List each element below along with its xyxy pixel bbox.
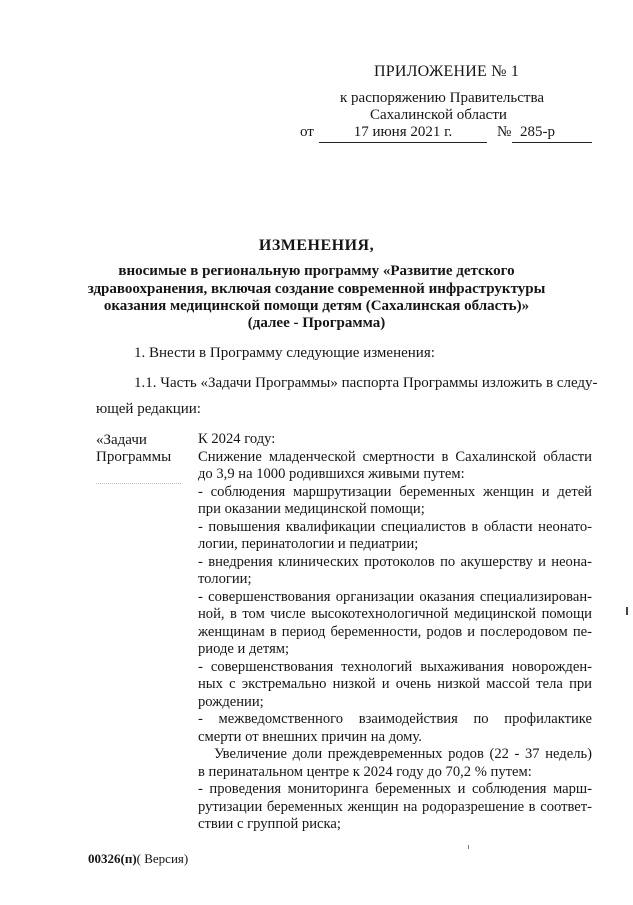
table-right-line: в перинатальном центре к 2024 году до 70,2 % путем: xyxy=(198,763,532,780)
table-right-line: ствии с группой риска; xyxy=(198,816,341,832)
order-number: 285-р xyxy=(512,124,592,143)
table-right-line: Увеличение доли преждевременных родов (22 - 37 недель) xyxy=(214,746,592,762)
footer-code xyxy=(88,851,188,867)
table-right-line: ной, в том числе высокотехнологичной медицинской помощи xyxy=(198,606,592,622)
document-subtitle-line: оказания медицинской помощи детям (Сахалинская область)» xyxy=(103,298,530,314)
paragraph-item-1-1: 1.1. Часть «Задачи Программы» паспорта Программы изложить в следу- xyxy=(134,375,598,391)
number-label: № xyxy=(497,124,512,140)
scan-speck xyxy=(626,607,628,615)
faint-dotted-line xyxy=(96,483,181,485)
date-label: от xyxy=(300,124,314,140)
version-label: ( Версия) xyxy=(136,851,189,866)
paragraph-item-1-1-continued: ющей редакции: xyxy=(96,401,201,417)
document-subtitle-line: (далее - Программа) xyxy=(247,315,386,331)
table-right-line: рутизации беременных женщин на родоразрешение в соответ- xyxy=(198,798,592,815)
table-right-line: до 3,9 на 1000 родившихся живыми путем: xyxy=(198,466,465,482)
table-right-line: - совершенствования организации оказания специализирован- xyxy=(198,588,592,605)
document-title: ИЗМЕНЕНИЯ, xyxy=(258,237,375,254)
table-right-line: тологии; xyxy=(198,571,252,587)
table-right-line: - совершенствования технологий выхаживания новорожден- xyxy=(198,658,592,675)
table-right-line: - соблюдения маршрутизации беременных женщин и детей xyxy=(198,483,592,500)
order-reference-line1: к распоряжению Правительства xyxy=(340,90,545,106)
table-right-cell xyxy=(198,431,592,834)
table-right-line: рождении; xyxy=(198,693,264,710)
table-left-line: «Задачи xyxy=(96,432,147,448)
appendix-title: ПРИЛОЖЕНИЕ № 1 xyxy=(374,63,520,80)
table-right-line: риоде и детям; xyxy=(198,641,290,657)
order-reference-line2: Сахалинской области xyxy=(370,107,507,123)
order-date: 17 июня 2021 г. xyxy=(319,124,487,143)
scan-speck xyxy=(468,845,469,849)
table-right-line: логии, перинатологии и педиатрии; xyxy=(198,536,419,552)
document-subtitle-line: вносимые в региональную программу «Развитие детского xyxy=(118,263,515,279)
table-right-line: ных с экстремально низкой и очень низкой массой тела при xyxy=(198,676,592,692)
table-right-line: при оказании медицинской помощи; xyxy=(198,501,425,517)
table-right-line: женщинам в период беременности, родов и послеродовом пе- xyxy=(198,623,592,640)
table-left-line: Программы xyxy=(96,449,172,465)
table-right-line: - межведомственного взаимодействия по профилактике xyxy=(198,711,592,727)
document-subtitle-line: здравоохранения, включая создание современной инфраструктуры xyxy=(87,281,546,297)
table-right-line: К 2024 году: xyxy=(198,431,276,447)
table-right-line: - внедрения клинических протоколов по акушерству и неона- xyxy=(198,553,592,570)
paragraph-item-1: 1. Внести в Программу следующие изменения: xyxy=(134,345,435,361)
table-right-line: смерти от внешних причин на дому. xyxy=(198,728,422,745)
table-right-line: - проведения мониторинга беременных и соблюдения марш- xyxy=(198,781,592,797)
table-right-line: Снижение младенческой смертности в Сахалинской области xyxy=(198,448,592,465)
table-right-line: - повышения квалификации специалистов в области неонато- xyxy=(198,518,592,535)
document-code: 00326(п) xyxy=(88,851,137,866)
